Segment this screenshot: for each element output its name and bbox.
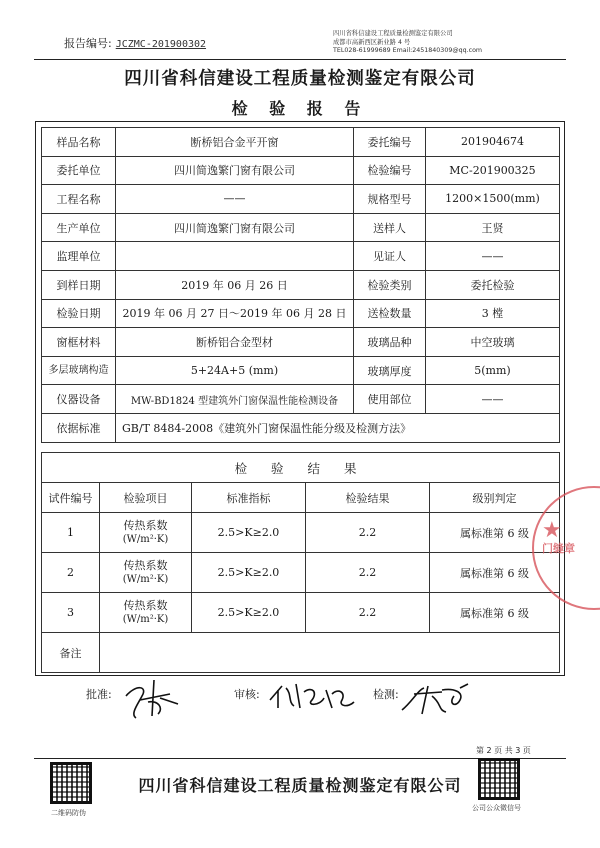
tester-signature xyxy=(398,680,472,716)
standard-index: 2.5>K≥2.0 xyxy=(192,553,306,593)
project-value: —— xyxy=(116,185,354,214)
entrust-no-label: 委托编号 xyxy=(354,128,426,157)
spec-value: 1200×1500(mm) xyxy=(426,185,560,214)
test-item-name: 传热系数 xyxy=(123,558,168,572)
standard-value: GB/T 8484-2008《建筑外门窗保温性能分级及检测方法》 xyxy=(116,413,560,442)
test-item-name: 传热系数 xyxy=(123,518,168,532)
entrust-no-value: 201904674 xyxy=(426,128,560,157)
test-item xyxy=(100,553,192,593)
sample-name-value: 断桥铝合金平开窗 xyxy=(116,128,354,157)
anti-counterfeit-qr-code xyxy=(50,762,92,804)
test-no-value: MC-201900325 xyxy=(426,156,560,185)
sender-label: 送样人 xyxy=(354,213,426,242)
remark-label: 备注 xyxy=(42,633,100,673)
standard-index: 2.5>K≥2.0 xyxy=(192,513,306,553)
test-result: 2.2 xyxy=(306,553,430,593)
address-line: TEL028-61999689 Email:2451840309@qq.com xyxy=(333,47,483,54)
category-label: 检验类别 xyxy=(354,270,426,299)
test-item-name: 传热系数 xyxy=(123,598,168,612)
footer-company-name: 四川省科信建设工程质量检测鉴定有限公司 xyxy=(138,776,462,795)
approver-signature xyxy=(118,674,188,722)
specimen-no: 3 xyxy=(42,593,100,633)
test-result: 2.2 xyxy=(306,593,430,633)
grade: 属标准第 6 级 xyxy=(430,593,560,633)
multi-glass-value: 5+24A+5 (mm) xyxy=(116,356,354,385)
col-header-result: 检验结果 xyxy=(306,483,430,513)
frame-material-label: 窗框材料 xyxy=(42,328,116,357)
sample-name-label: 样品名称 xyxy=(42,128,116,157)
table-row xyxy=(42,553,560,593)
results-table xyxy=(41,452,560,673)
col-header-standard: 标准指标 xyxy=(192,483,306,513)
results-title: 检 验 结 果 xyxy=(42,453,560,483)
grade: 属标准第 6 级 xyxy=(430,513,560,553)
glass-thickness-value: 5(mm) xyxy=(426,356,560,385)
test-date-value: 2019 年 06 月 27 日～2019 年 06 月 28 日 xyxy=(116,299,354,328)
multi-glass-label: 多层玻璃构造 xyxy=(42,356,116,385)
col-header-no: 试件编号 xyxy=(42,483,100,513)
maker-label: 生产单位 xyxy=(42,213,116,242)
usage-location-label: 使用部位 xyxy=(354,385,426,414)
qr-right-label: 公司公众微信号 xyxy=(472,804,521,812)
header-divider xyxy=(34,59,566,60)
witness-label: 见证人 xyxy=(354,242,426,271)
reviewer-signature xyxy=(266,678,356,712)
page-number: 第 2 页 共 3 页 xyxy=(476,746,531,755)
test-date-label: 检验日期 xyxy=(42,299,116,328)
arrive-date-label: 到样日期 xyxy=(42,270,116,299)
stamp-text: 门缝章 xyxy=(542,542,575,555)
report-number-value: JCZMC-201900302 xyxy=(115,39,207,50)
standard-label: 依据标准 xyxy=(42,413,116,442)
test-item xyxy=(100,593,192,633)
remark-value xyxy=(100,633,560,673)
sample-info-table xyxy=(41,127,560,443)
maker-value: 四川简逸繁门窗有限公司 xyxy=(116,213,354,242)
glass-thickness-label: 玻璃厚度 xyxy=(354,356,426,385)
specimen-no: 1 xyxy=(42,513,100,553)
category-value: 委托检验 xyxy=(426,270,560,299)
client-value: 四川简逸繁门窗有限公司 xyxy=(116,156,354,185)
supervisor-value xyxy=(116,242,354,271)
arrive-date-value: 2019 年 06 月 26 日 xyxy=(116,270,354,299)
address-line: 成都市高新西区新业路 4 号 xyxy=(333,38,411,46)
company-name: 四川省科信建设工程质量检测鉴定有限公司 xyxy=(124,69,476,89)
sender-value: 王贤 xyxy=(426,213,560,242)
witness-value: —— xyxy=(426,242,560,271)
test-result: 2.2 xyxy=(306,513,430,553)
table-row xyxy=(42,593,560,633)
standard-index: 2.5>K≥2.0 xyxy=(192,593,306,633)
spec-label: 规格型号 xyxy=(354,185,426,214)
document-title: 检 验 报 告 xyxy=(231,99,369,118)
report-number-label: 报告编号: xyxy=(64,37,112,50)
frame-material-value: 断桥铝合金型材 xyxy=(116,328,354,357)
wechat-qr-code xyxy=(478,758,520,800)
glass-type-label: 玻璃品种 xyxy=(354,328,426,357)
project-label: 工程名称 xyxy=(42,185,116,214)
review-label: 审核: xyxy=(234,688,260,701)
instrument-label: 仪器设备 xyxy=(42,385,116,414)
test-item-unit: (W/m²·K) xyxy=(122,533,169,545)
instrument-value: MW-BD1824 型建筑外门窗保温性能检测设备 xyxy=(116,385,354,414)
quantity-value: 3 樘 xyxy=(426,299,560,328)
grade: 属标准第 6 级 xyxy=(430,553,560,593)
quantity-label: 送检数量 xyxy=(354,299,426,328)
col-header-item: 检验项目 xyxy=(100,483,192,513)
col-header-grade: 级别判定 xyxy=(430,483,560,513)
star-icon: ★ xyxy=(542,518,562,543)
test-item-unit: (W/m²·K) xyxy=(122,613,169,625)
qr-left-label: 二维码防伪 xyxy=(51,809,86,817)
table-row xyxy=(42,513,560,553)
test-item xyxy=(100,513,192,553)
test-item-unit: (W/m²·K) xyxy=(122,573,169,585)
client-label: 委托单位 xyxy=(42,156,116,185)
supervisor-label: 监理单位 xyxy=(42,242,116,271)
specimen-no: 2 xyxy=(42,553,100,593)
usage-location-value: —— xyxy=(426,385,560,414)
test-no-label: 检验编号 xyxy=(354,156,426,185)
report-number xyxy=(64,35,206,51)
lab-address-block xyxy=(333,30,482,56)
glass-type-value: 中空玻璃 xyxy=(426,328,560,357)
address-line: 四川省科信建设工程质量检测鉴定有限公司 xyxy=(333,30,453,37)
test-label: 检测: xyxy=(373,688,399,701)
approve-label: 批准: xyxy=(86,688,112,701)
